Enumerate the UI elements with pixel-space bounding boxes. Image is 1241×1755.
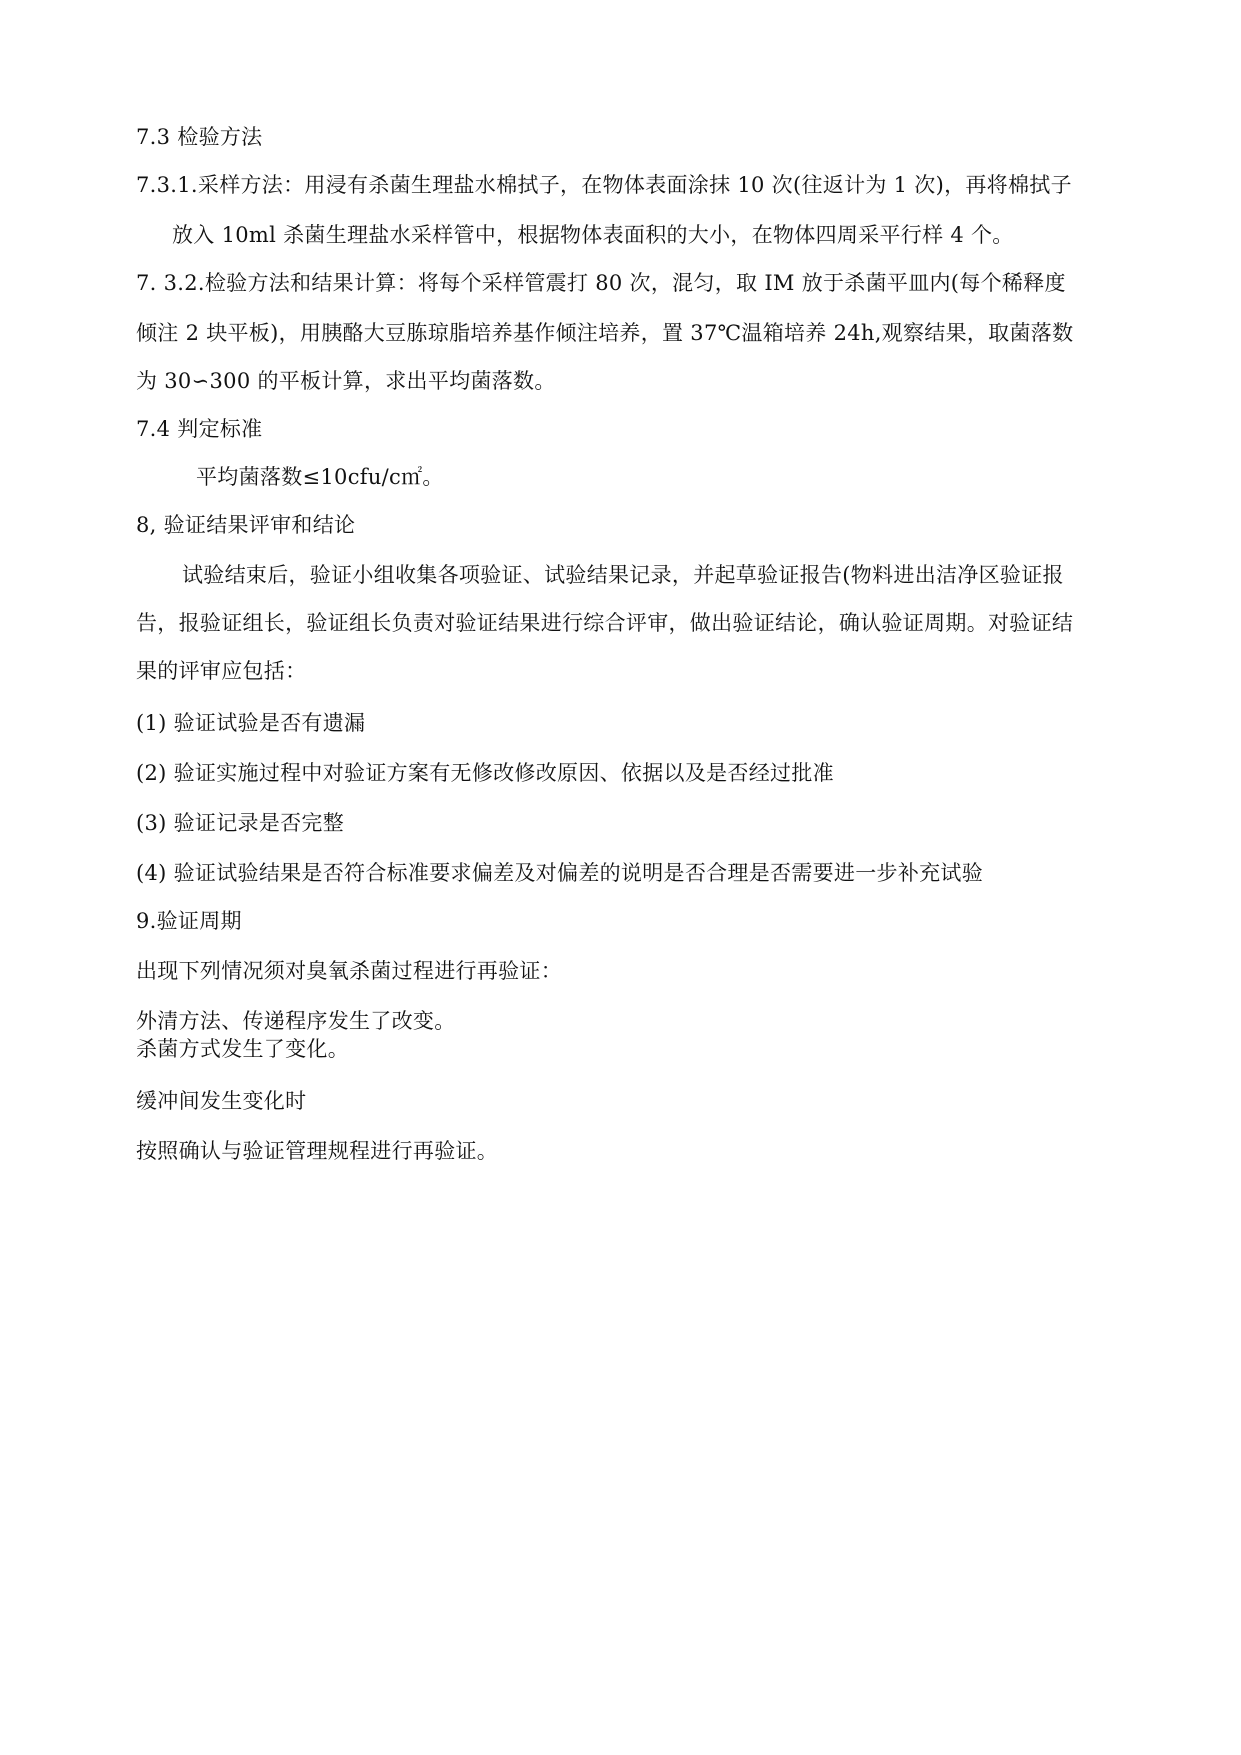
list-item-2: (2) 验证实施过程中对验证方案有无修改修改原因、依据以及是否经过批准: [136, 761, 834, 785]
paragraph-7-3-1-line-1: 7.3.1.采样方法：用浸有杀菌生理盐水棉拭子，在物体表面涂抹 10 次(往返计为 1 次)，再将棉拭子: [136, 173, 1072, 197]
heading-9: 9.验证周期: [136, 909, 242, 933]
heading-7-4: 7.4 判定标准: [136, 417, 263, 441]
criterion-text: 平均菌落数≤10cfu/c㎡。: [196, 465, 444, 489]
paragraph-7-3-2-line-3: 为 30∽300 的平板计算，求出平均菌落数。: [136, 369, 556, 393]
heading-7-3: 7.3 检验方法: [136, 125, 263, 149]
list-item-3: (3) 验证记录是否完整: [136, 811, 345, 835]
list-item-4: (4) 验证试验结果是否符合标准要求偏差及对偏差的说明是否合理是否需要进一步补充试验: [136, 861, 984, 885]
condition-1: 外清方法、传递程序发生了改变。: [136, 1009, 456, 1033]
condition-2: 杀菌方式发生了变化。: [136, 1037, 349, 1061]
paragraph-7-3-1-line-2: 放入 10ml 杀菌生理盐水采样管中，根据物体表面积的大小，在物体四周采平行样 4 个。: [172, 223, 1014, 247]
paragraph-8-line-2: 告，报验证组长，验证组长负责对验证结果进行综合评审，做出验证结论，确认验证周期。对验证结: [136, 611, 1074, 635]
paragraph-7-3-2-line-2: 倾注 2 块平板)，用胰酪大豆胨琼脂培养基作倾注培养，置 37℃温箱培养 24h,观察结果，取菌落数: [136, 321, 1074, 345]
paragraph-8-line-3: 果的评审应包括：: [136, 659, 307, 683]
paragraph-8-line-1: 试验结束后，验证小组收集各项验证、试验结果记录，并起草验证报告(物料进出洁净区验证报: [182, 563, 1064, 587]
condition-3: 缓冲间发生变化时: [136, 1089, 307, 1113]
list-item-1: (1) 验证试验是否有遗漏: [136, 711, 366, 735]
paragraph-7-3-2-line-1: 7. 3.2.检验方法和结果计算：将每个采样管震打 80 次，混匀，取 IM 放于杀菌平皿内(每个稀释度: [136, 271, 1066, 295]
paragraph-9-closing: 按照确认与验证管理规程进行再验证。: [136, 1139, 499, 1163]
heading-8: 8, 验证结果评审和结论: [136, 513, 356, 537]
paragraph-9-intro: 出现下列情况须对臭氧杀菌过程进行再验证：: [136, 959, 562, 983]
